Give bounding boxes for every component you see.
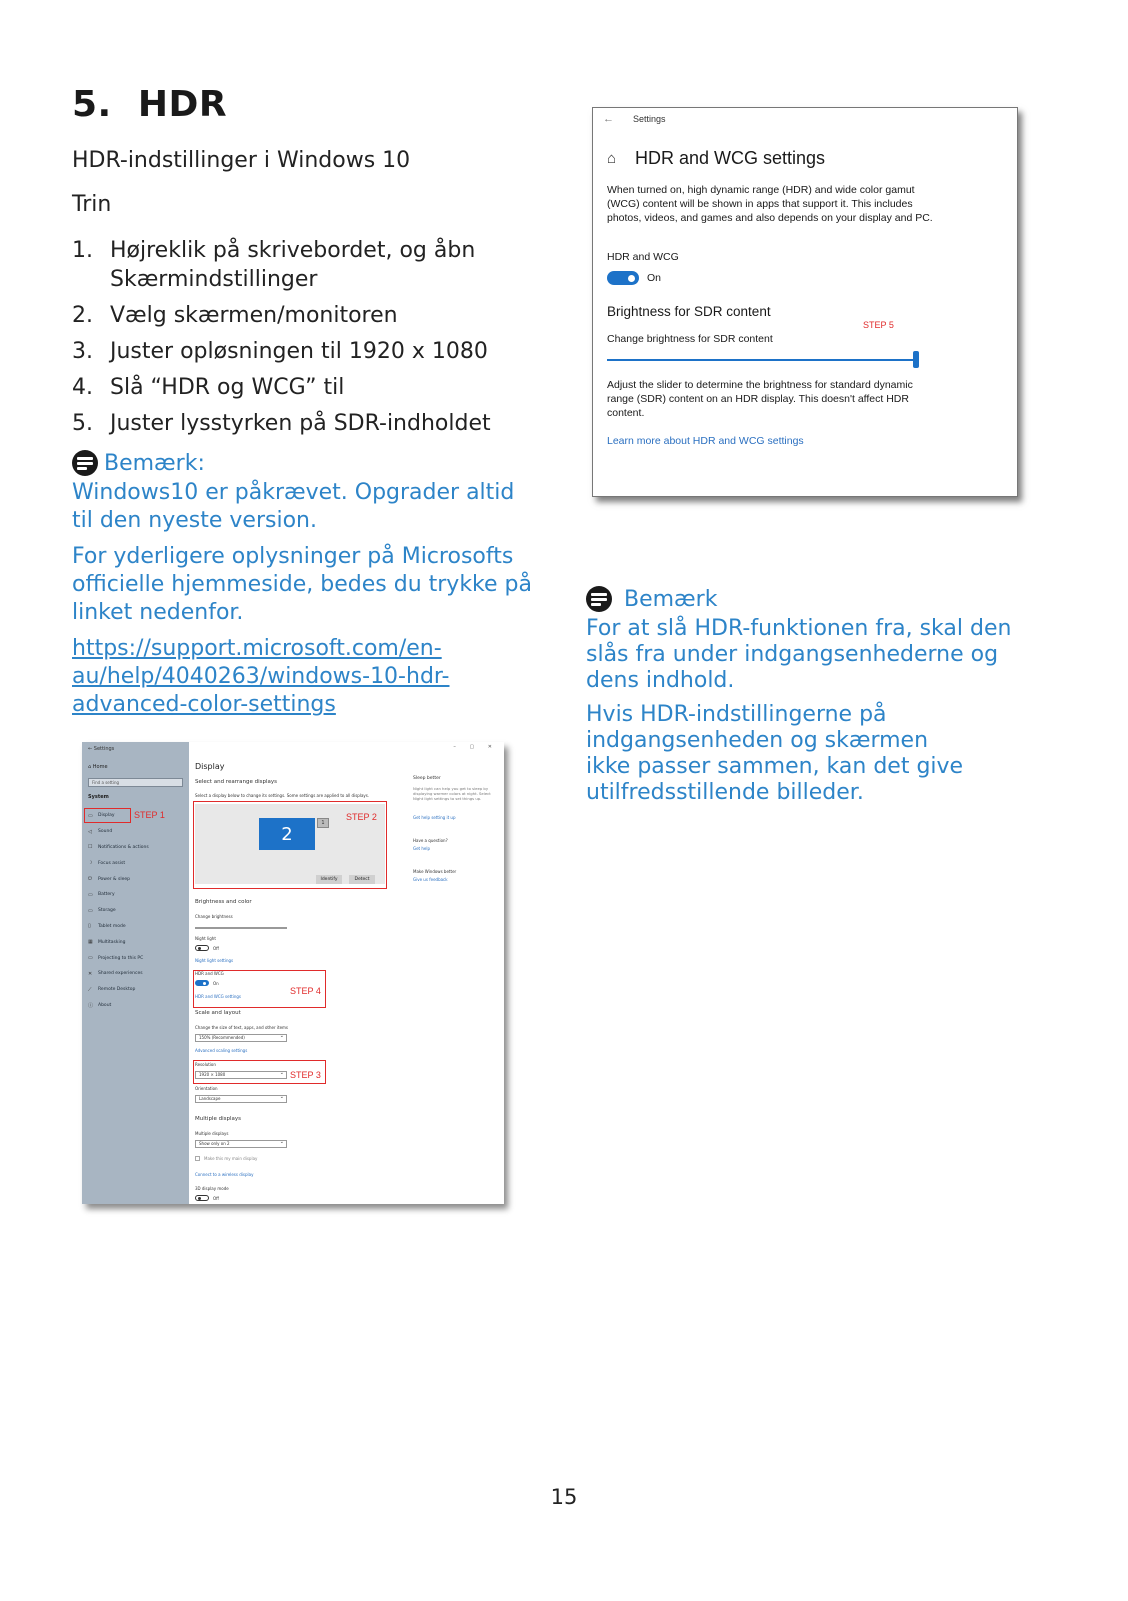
nav-item-focus[interactable]: ☽ Focus assist [88, 860, 126, 867]
display-3d-toggle[interactable] [195, 1195, 209, 1201]
support-link-line[interactable]: au/help/4040263/windows-10-hdr- [72, 664, 450, 689]
sdr-slider-thumb[interactable] [913, 351, 919, 368]
step-number: 4. [72, 375, 93, 400]
system-nav-list [88, 808, 186, 1013]
power-icon: ⏻ [88, 876, 92, 883]
note-right-line: ikke passer sammen, kan det give [586, 754, 964, 779]
note-left-para2: For yderligere oplysninger på Microsofts officielle hjemmeside, bedes du trykke på linket nedenfor. [72, 544, 532, 625]
sdr-change-label: Change brightness for SDR content [607, 333, 773, 345]
nav-item-shared[interactable]: ✕ Shared experiences [88, 970, 143, 977]
hdr-settings-title: HDR and WCG settings [635, 148, 826, 168]
get-help-link[interactable]: Get help [413, 846, 431, 851]
hdr-settings-link[interactable]: HDR and WCG settings [195, 994, 242, 999]
main-display-checkbox[interactable] [195, 1156, 200, 1161]
nav-item-storage[interactable]: ▭ Storage [88, 907, 116, 914]
resolution-label: Resolution [195, 1062, 216, 1067]
page-number: 15 [550, 1485, 578, 1509]
section-number: 5. [72, 84, 112, 125]
note-heading-right [586, 586, 717, 612]
note-icon [586, 586, 612, 612]
nav-item-tablet[interactable]: ▯ Tablet mode [88, 923, 126, 930]
detect-button[interactable]: Detect [349, 875, 375, 884]
note-icon [72, 450, 98, 476]
projecting-icon: ▭ [88, 955, 93, 962]
step-number: 5. [72, 411, 93, 436]
hdr-wcg-label: HDR and WCG [607, 251, 679, 263]
sound-icon: ◁ [88, 828, 92, 835]
nav-item-remote[interactable]: ⟋ Remote Desktop [88, 986, 136, 993]
nav-item-notifications[interactable]: ☐ Notifications & actions [88, 844, 149, 851]
hdr-settings-screenshot [592, 107, 1018, 497]
about-icon: ⓘ [88, 1002, 94, 1009]
display-3d-label: 3D display mode [195, 1186, 229, 1191]
nav-item-multitasking[interactable]: ▦ Multitasking [88, 939, 126, 946]
night-light-state: Off [213, 946, 219, 951]
nav-item-battery[interactable]: ▭ Battery [88, 891, 115, 898]
sleep-desc: Night light can help you get to sleep by displaying warmer colors at night. Select Night light settings to set things up. [413, 786, 491, 801]
connect-wireless-link[interactable]: Connect to a wireless display [195, 1172, 254, 1177]
back-arrow-icon[interactable]: ← [603, 113, 614, 125]
scale-desc: Change the size of text, apps, and other items [195, 1025, 289, 1030]
identify-button[interactable]: Identify [316, 875, 342, 884]
step-item [72, 373, 522, 402]
brightness-slider[interactable] [195, 927, 287, 929]
home-nav[interactable]: ⌂ Home [88, 764, 108, 770]
find-setting-input[interactable]: Find a setting [88, 778, 183, 787]
nav-item-about[interactable]: ⓘ About [88, 1002, 112, 1009]
question-heading: Have a question? [413, 838, 448, 843]
step-text: Højreklik på skrivebordet, og åbn Skærmindstillinger [110, 238, 476, 292]
sleep-heading: Sleep better [413, 776, 441, 781]
display-settings-screenshot [82, 742, 504, 1204]
multiple-heading: Multiple displays [195, 1116, 241, 1122]
feedback-link[interactable]: Give us feedback [413, 877, 448, 882]
step-item [72, 409, 522, 438]
monitor-2[interactable]: 2 [259, 818, 315, 850]
step-number: 1. [72, 238, 93, 263]
night-light-toggle[interactable] [195, 945, 209, 951]
support-link-line[interactable]: advanced-color-settings [72, 692, 336, 717]
nav-item-projecting[interactable]: ▭ Projecting to this PC [88, 955, 144, 962]
advanced-scaling-link[interactable]: Advanced scaling settings [195, 1048, 248, 1053]
note-right-para2 [586, 702, 1026, 806]
step-text: Juster lysstyrken på SDR-indholdet [110, 411, 491, 436]
step1-highlight [84, 808, 131, 823]
select-desc: Select a display below to change its settings. Some settings are applied to all displays. [195, 793, 370, 798]
multiple-label: Multiple displays [195, 1131, 229, 1136]
note-right-line: utilfredsstillende billeder. [586, 780, 864, 805]
nav-item-sound[interactable]: ◁ Sound [88, 828, 113, 835]
note-right-line: indgangsenheden og skærmen [586, 728, 929, 753]
sleep-help-link[interactable]: Get help setting it up [413, 815, 456, 820]
step-item [72, 301, 522, 330]
battery-icon: ▭ [88, 891, 93, 898]
sdr-brightness-slider[interactable] [607, 359, 917, 361]
section-heading [72, 84, 227, 125]
change-brightness-label: Change brightness [195, 914, 233, 919]
window-controls[interactable]: – ▢ ✕ [453, 744, 498, 750]
select-heading: Select and rearrange displays [195, 779, 278, 785]
display-icon: ▭ [88, 812, 93, 819]
note-heading-text: Bemærk: [104, 450, 205, 476]
orientation-dropdown[interactable]: Landscape ⌄ [195, 1095, 287, 1103]
better-heading: Make Windows better [413, 869, 457, 874]
scale-dropdown[interactable]: 150% (Recommended) ⌄ [195, 1034, 287, 1042]
step3-label: STEP 3 [290, 1070, 321, 1080]
step-item [72, 236, 522, 294]
support-link-line[interactable]: https://support.microsoft.com/en- [72, 636, 442, 661]
step-text: Juster opløsningen til 1920 x 1080 [110, 339, 488, 364]
hdr-label: HDR and WCG [195, 971, 224, 976]
multiple-dropdown[interactable]: Show only on 2 ⌄ [195, 1140, 287, 1148]
shared-icon: ✕ [88, 970, 93, 977]
step-text: Vælg skærmen/monitoren [110, 303, 398, 328]
adjust-description: Adjust the slider to determine the brightness for standard dynamic range (SDR) content on an HDR display. This doesn't affect HDR content. [607, 379, 913, 419]
step-item [72, 337, 522, 366]
step1-label: STEP 1 [134, 810, 165, 820]
step4-label: STEP 4 [290, 986, 321, 996]
window-title: Settings [633, 114, 666, 124]
hdr-state: On [213, 981, 219, 986]
home-icon: ⌂ [607, 150, 617, 167]
notifications-icon: ☐ [88, 844, 93, 851]
steps-label: Trin [72, 192, 112, 217]
tablet-icon: ▯ [88, 923, 91, 930]
window-title: ← Settings [88, 746, 115, 752]
note-right-para1: For at slå HDR-funktionen fra, skal den slås fra under indgangsenhederne og dens indhold. [586, 616, 1012, 693]
step5-label: STEP 5 [863, 320, 894, 330]
display-title: Display [195, 762, 225, 771]
steps-list [72, 236, 522, 445]
note-left-para1: Windows10 er påkrævet. Opgrader altid til den nyeste version. [72, 480, 515, 533]
hdr-wcg-state: On [647, 272, 662, 284]
nav-item-display[interactable]: ▭ Display [88, 812, 115, 819]
orientation-label: Orientation [195, 1086, 218, 1091]
display-3d-state: Off [213, 1196, 219, 1201]
subtitle: HDR-indstillinger i Windows 10 [72, 148, 411, 173]
storage-icon: ▭ [88, 907, 93, 914]
night-light-settings-link[interactable]: Night light settings [195, 958, 234, 963]
brightness-heading: Brightness and color [195, 899, 252, 905]
note-heading-left [72, 450, 205, 476]
section-title: HDR [137, 84, 228, 125]
step2-label: STEP 2 [346, 812, 377, 822]
sdr-brightness-heading: Brightness for SDR content [607, 304, 771, 319]
support-link[interactable] [72, 635, 532, 719]
step-text: Slå “HDR og WCG” til [110, 375, 345, 400]
resolution-dropdown[interactable]: 1920 × 1080 ⌄ [195, 1071, 287, 1079]
scale-heading: Scale and layout [195, 1010, 241, 1016]
note-right-line: Hvis HDR-indstillingerne på [586, 702, 887, 727]
main-display-label: Make this my main display [204, 1156, 258, 1161]
step-number: 3. [72, 339, 93, 364]
note-heading-text: Bemærk [624, 586, 718, 612]
learn-more-link[interactable]: Learn more about HDR and WCG settings [607, 435, 804, 447]
focus-assist-icon: ☽ [88, 860, 93, 867]
night-light-label: Night light [195, 936, 216, 941]
nav-item-power[interactable]: ⏻ Power & sleep [88, 876, 130, 883]
hdr-wcg-toggle[interactable] [607, 271, 639, 285]
monitor-1[interactable]: 1 [317, 818, 329, 828]
hdr-description: When turned on, high dynamic range (HDR) and wide color gamut (WCG) content will be shown in apps that support it. This includes photos, videos, and games and also depends on your display and PC. [607, 184, 933, 224]
multitasking-icon: ▦ [88, 939, 93, 946]
remote-icon: ⟋ [88, 986, 92, 993]
step-number: 2. [72, 303, 93, 328]
system-label: System [88, 794, 109, 800]
